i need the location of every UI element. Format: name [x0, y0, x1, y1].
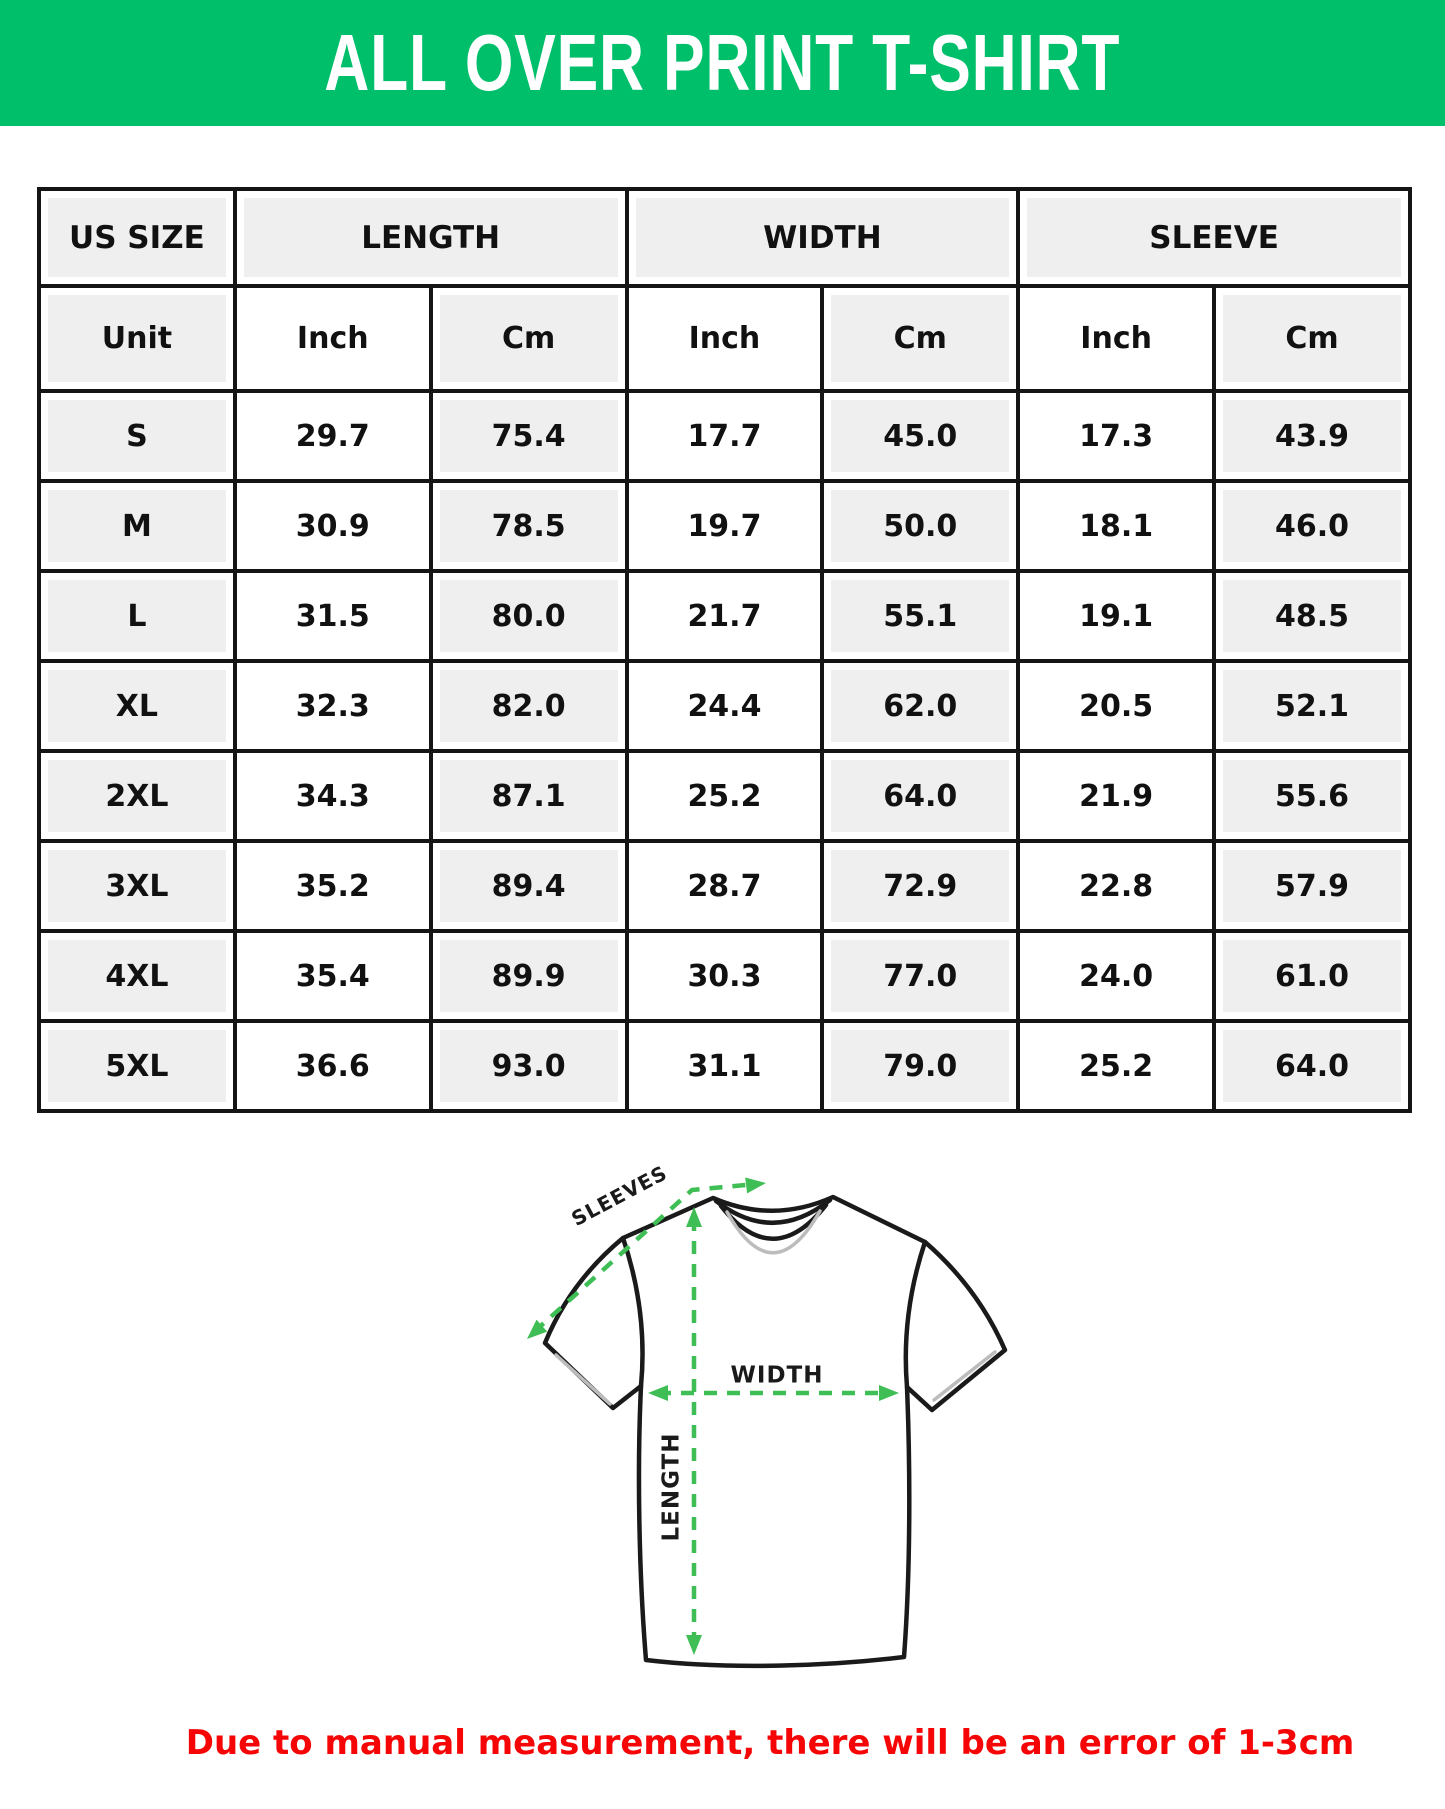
- size-cell: S: [39, 391, 235, 481]
- value-cell: 55.1: [822, 571, 1018, 661]
- value-cell: 36.6: [235, 1021, 431, 1111]
- value-cell: 46.0: [1214, 481, 1410, 571]
- value-cell: 18.1: [1018, 481, 1214, 571]
- value-cell: 77.0: [822, 931, 1018, 1021]
- value-cell: 34.3: [235, 751, 431, 841]
- value-cell: 20.5: [1018, 661, 1214, 751]
- table-row-5xl: [39, 1021, 1410, 1111]
- value-cell: 19.1: [1018, 571, 1214, 661]
- size-cell: 4XL: [39, 931, 235, 1021]
- title-banner: [0, 0, 1445, 126]
- table-row-m: [39, 481, 1410, 571]
- value-cell: 64.0: [822, 751, 1018, 841]
- col-header-width: WIDTH: [627, 189, 1019, 286]
- value-cell: 78.5: [431, 481, 627, 571]
- table-row-s: [39, 391, 1410, 481]
- table-row-4xl: [39, 931, 1410, 1021]
- size-cell: 2XL: [39, 751, 235, 841]
- value-cell: 75.4: [431, 391, 627, 481]
- value-cell: 62.0: [822, 661, 1018, 751]
- value-cell: 32.3: [235, 661, 431, 751]
- table-row-l: [39, 571, 1410, 661]
- value-cell: 35.4: [235, 931, 431, 1021]
- sleeves-label: SLEEVES: [567, 1160, 672, 1231]
- value-cell: 82.0: [431, 661, 627, 751]
- table-row-3xl: [39, 841, 1410, 931]
- unit-row: [39, 286, 1410, 391]
- value-cell: 24.4: [627, 661, 823, 751]
- value-cell: 19.7: [627, 481, 823, 571]
- value-cell: 45.0: [822, 391, 1018, 481]
- col-header-sleeve: SLEEVE: [1018, 189, 1410, 286]
- size-chart-table: [37, 187, 1412, 1113]
- width-label: WIDTH: [730, 1362, 824, 1389]
- value-cell: 30.9: [235, 481, 431, 571]
- value-cell: 87.1: [431, 751, 627, 841]
- value-cell: 80.0: [431, 571, 627, 661]
- value-cell: 89.4: [431, 841, 627, 931]
- size-cell: 5XL: [39, 1021, 235, 1111]
- value-cell: 89.9: [431, 931, 627, 1021]
- value-cell: 31.5: [235, 571, 431, 661]
- value-cell: 79.0: [822, 1021, 1018, 1111]
- value-cell: 17.3: [1018, 391, 1214, 481]
- value-cell: 64.0: [1214, 1021, 1410, 1111]
- value-cell: 29.7: [235, 391, 431, 481]
- value-cell: 25.2: [627, 751, 823, 841]
- size-cell: XL: [39, 661, 235, 751]
- unit-label-cell: Unit: [39, 286, 235, 391]
- value-cell: 30.3: [627, 931, 823, 1021]
- unit-cell: Inch: [235, 286, 431, 391]
- page-title: ALL OVER PRINT T-SHIRT: [324, 18, 1121, 107]
- value-cell: 43.9: [1214, 391, 1410, 481]
- table-row-2xl: [39, 751, 1410, 841]
- value-cell: 93.0: [431, 1021, 627, 1111]
- value-cell: 72.9: [822, 841, 1018, 931]
- table-row-xl: [39, 661, 1410, 751]
- value-cell: 24.0: [1018, 931, 1214, 1021]
- value-cell: 35.2: [235, 841, 431, 931]
- measurement-error-note: Due to manual measurement, there will be an error of 1-3cm: [185, 1723, 1355, 1763]
- value-cell: 31.1: [627, 1021, 823, 1111]
- value-cell: 48.5: [1214, 571, 1410, 661]
- value-cell: 21.9: [1018, 751, 1214, 841]
- value-cell: 52.1: [1214, 661, 1410, 751]
- unit-cell: Cm: [1214, 286, 1410, 391]
- value-cell: 21.7: [627, 571, 823, 661]
- size-cell: M: [39, 481, 235, 571]
- tshirt-measurement-diagram: [420, 1150, 1100, 1710]
- unit-cell: Cm: [431, 286, 627, 391]
- unit-cell: Inch: [1018, 286, 1214, 391]
- value-cell: 22.8: [1018, 841, 1214, 931]
- value-cell: 57.9: [1214, 841, 1410, 931]
- unit-cell: Inch: [627, 286, 823, 391]
- value-cell: 50.0: [822, 481, 1018, 571]
- column-header-row: [39, 189, 1410, 286]
- col-header-us-size: US SIZE: [39, 189, 235, 286]
- unit-cell: Cm: [822, 286, 1018, 391]
- tshirt-outline: [545, 1197, 1005, 1666]
- size-cell: 3XL: [39, 841, 235, 931]
- value-cell: 61.0: [1214, 931, 1410, 1021]
- size-cell: L: [39, 571, 235, 661]
- value-cell: 25.2: [1018, 1021, 1214, 1111]
- length-label: LENGTH: [658, 1432, 685, 1542]
- value-cell: 28.7: [627, 841, 823, 931]
- value-cell: 17.7: [627, 391, 823, 481]
- col-header-length: LENGTH: [235, 189, 627, 286]
- value-cell: 55.6: [1214, 751, 1410, 841]
